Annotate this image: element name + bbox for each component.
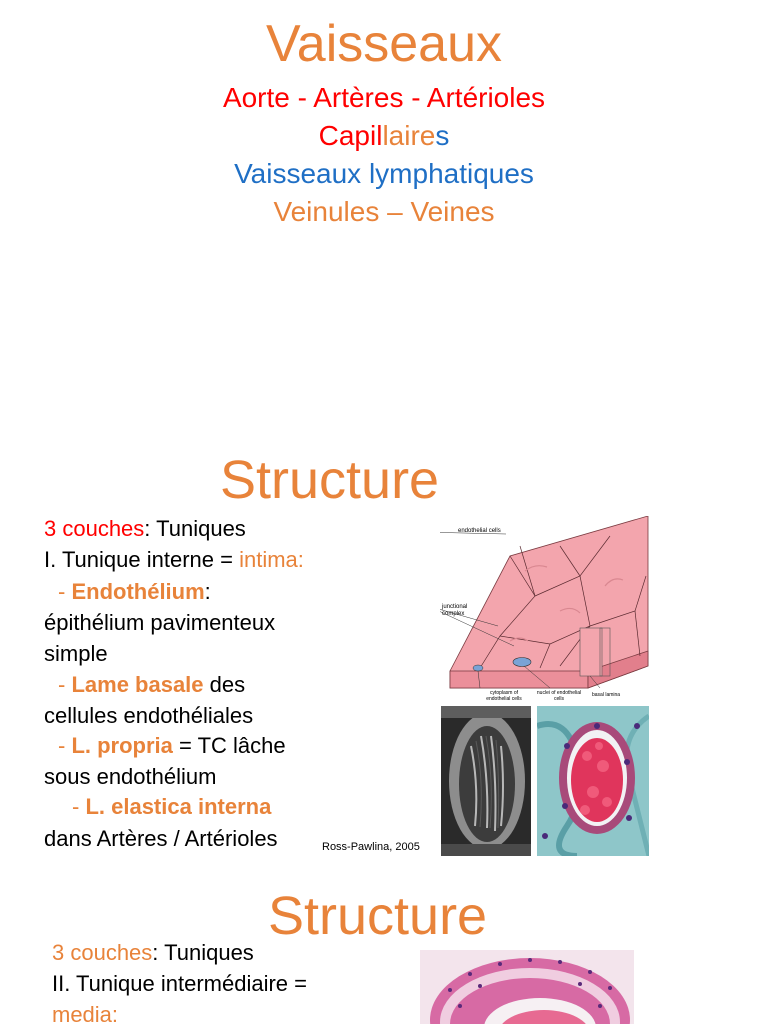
three-layers-label: 3 couches (52, 940, 153, 965)
bullet-dash: - (58, 579, 72, 604)
tuniques-label: : Tuniques (144, 516, 246, 541)
tuniques-label: : Tuniques (152, 940, 254, 965)
des-text: des (203, 672, 246, 697)
l-elastica-term: L. elastica interna (85, 794, 272, 819)
colon: : (204, 579, 211, 604)
label-cytoplasm: cytoplasm of endothelial cells (486, 690, 522, 702)
slide1-line-lymphatics: Vaisseaux lymphatiques (234, 158, 534, 189)
capillaries-part-3: s (435, 120, 450, 151)
three-layers-label: 3 couches (44, 516, 145, 541)
label-basal-lamina: basal lamina (592, 692, 621, 698)
slide2-line-10 (72, 792, 271, 822)
slide2-line-1 (44, 514, 246, 544)
endothelium-term: Endothélium (71, 579, 205, 604)
slide2-line-6 (58, 670, 245, 700)
tc-lache-text: = TC lâche (172, 733, 286, 758)
l-propria-term: L. propria (71, 733, 173, 758)
label-nuclei: nuclei of endothelial cells (536, 690, 582, 702)
label-junctional-complex: junctional complex (442, 604, 468, 617)
slide3-line-3: media: (52, 1002, 119, 1027)
histology-micrograph (537, 706, 649, 856)
slide2-line-8 (58, 731, 286, 761)
slide3-line-2: II. Tunique intermédiaire = (52, 971, 307, 996)
slide2-title: Structure (220, 450, 440, 510)
slide2-line-2 (44, 545, 304, 575)
media-histology-micrograph (420, 950, 634, 1024)
slide2-line-4: épithélium pavimenteux (44, 610, 276, 635)
bullet-dash: - (58, 733, 72, 758)
slide2-line-3 (58, 577, 211, 607)
endothelium-diagram (440, 516, 650, 706)
slide3-line-1 (52, 938, 254, 968)
bullet-dash: - (58, 672, 72, 697)
capillaries-part-1: Capil (318, 120, 383, 151)
slide2-line-11: dans Artères / Artérioles (44, 826, 278, 851)
capillaries-part-2: laire (382, 120, 436, 151)
slide1-line-capillaries (0, 118, 768, 154)
tunique-interne-label: I. Tunique interne = (44, 547, 240, 572)
bullet-dash: - (72, 794, 86, 819)
lame-basale-term: Lame basale (71, 672, 204, 697)
slide2-line-9: sous endothélium (44, 764, 217, 789)
label-endothelial-cells: endothelial cells (458, 528, 501, 534)
slide2-line-7: cellules endothéliales (44, 703, 254, 728)
intima-label: intima: (239, 547, 304, 572)
slide1-line-arteries: Aorte - Artères - Artérioles (222, 82, 546, 113)
figure-credit: Ross-Pawlina, 2005 (322, 841, 420, 853)
sem-micrograph (441, 706, 531, 856)
slide1-line-veins: Veinules – Veines (273, 196, 495, 227)
slide1-title: Vaisseaux (265, 15, 503, 73)
slide3-title: Structure (268, 886, 488, 946)
slide2-line-5: simple (44, 641, 108, 666)
